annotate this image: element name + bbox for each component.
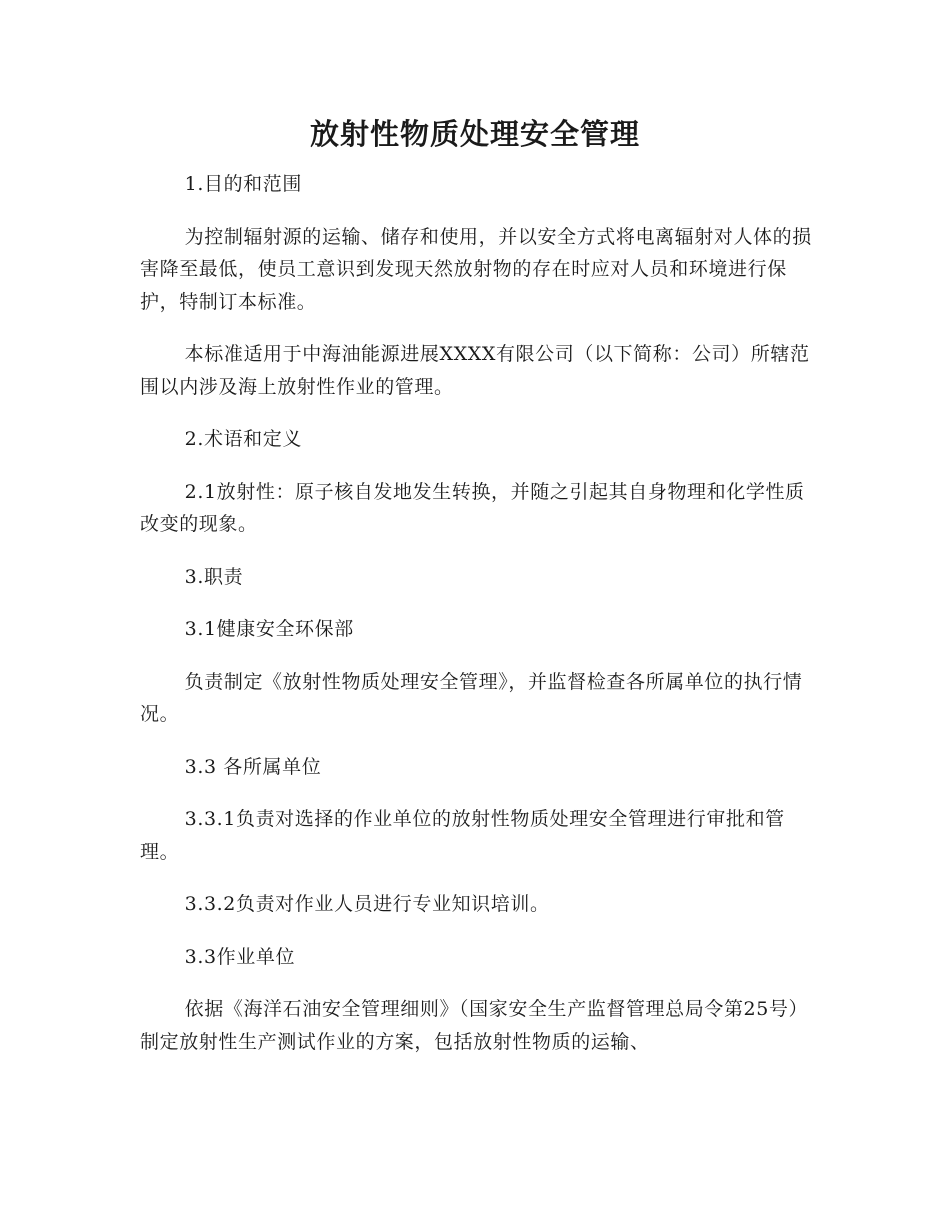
paragraph-hse-duty: 负责制定《放射性物质处理安全管理》，并监督检查各所属单位的执行情况。 [140,670,803,725]
document-title: 放射性物质处理安全管理 [309,117,640,151]
paragraph-scope: 本标准适用于中海油能源进展XXXX有限公司（以下简称：公司）所辖范围以内涉及海上放射性作业的管理。 [140,343,810,398]
subsection-heading-operator: 3.3作业单位 [184,945,296,968]
subsection-heading-units: 3.3 各所属单位 [184,755,322,778]
paragraph-definition-radioactivity: 2.1放射性：原子核自发地发生转换，并随之引起其自身物理和化学性质改变的现象。 [140,480,805,535]
paragraph-operator-duty: 依据《海洋石油安全管理细则》（国家安全生产监督管理总局令第25号）制定放射性生产测试作业的方案，包括放射性物质的运输、 [140,998,809,1053]
paragraph-purpose: 为控制辐射源的运输、储存和使用，并以安全方式将电离辐射对人体的损害降至最低，使员工意识到发现天然放射物的存在时应对人员和环境进行保护，特制订本标准。 [140,225,812,313]
section-heading-terms: 2.术语和定义 [184,428,302,450]
section-heading-purpose: 1.目的和范围 [184,173,302,195]
paragraph-units-approval: 3.3.1负责对选择的作业单位的放射性物质处理安全管理进行审批和管理。 [140,808,785,863]
subsection-heading-hse: 3.1健康安全环保部 [184,618,354,640]
section-heading-responsibilities: 3.职责 [184,565,244,588]
document-body [140,168,812,1058]
paragraph-units-training: 3.3.2负责对作业人员进行专业知识培训。 [184,893,550,915]
